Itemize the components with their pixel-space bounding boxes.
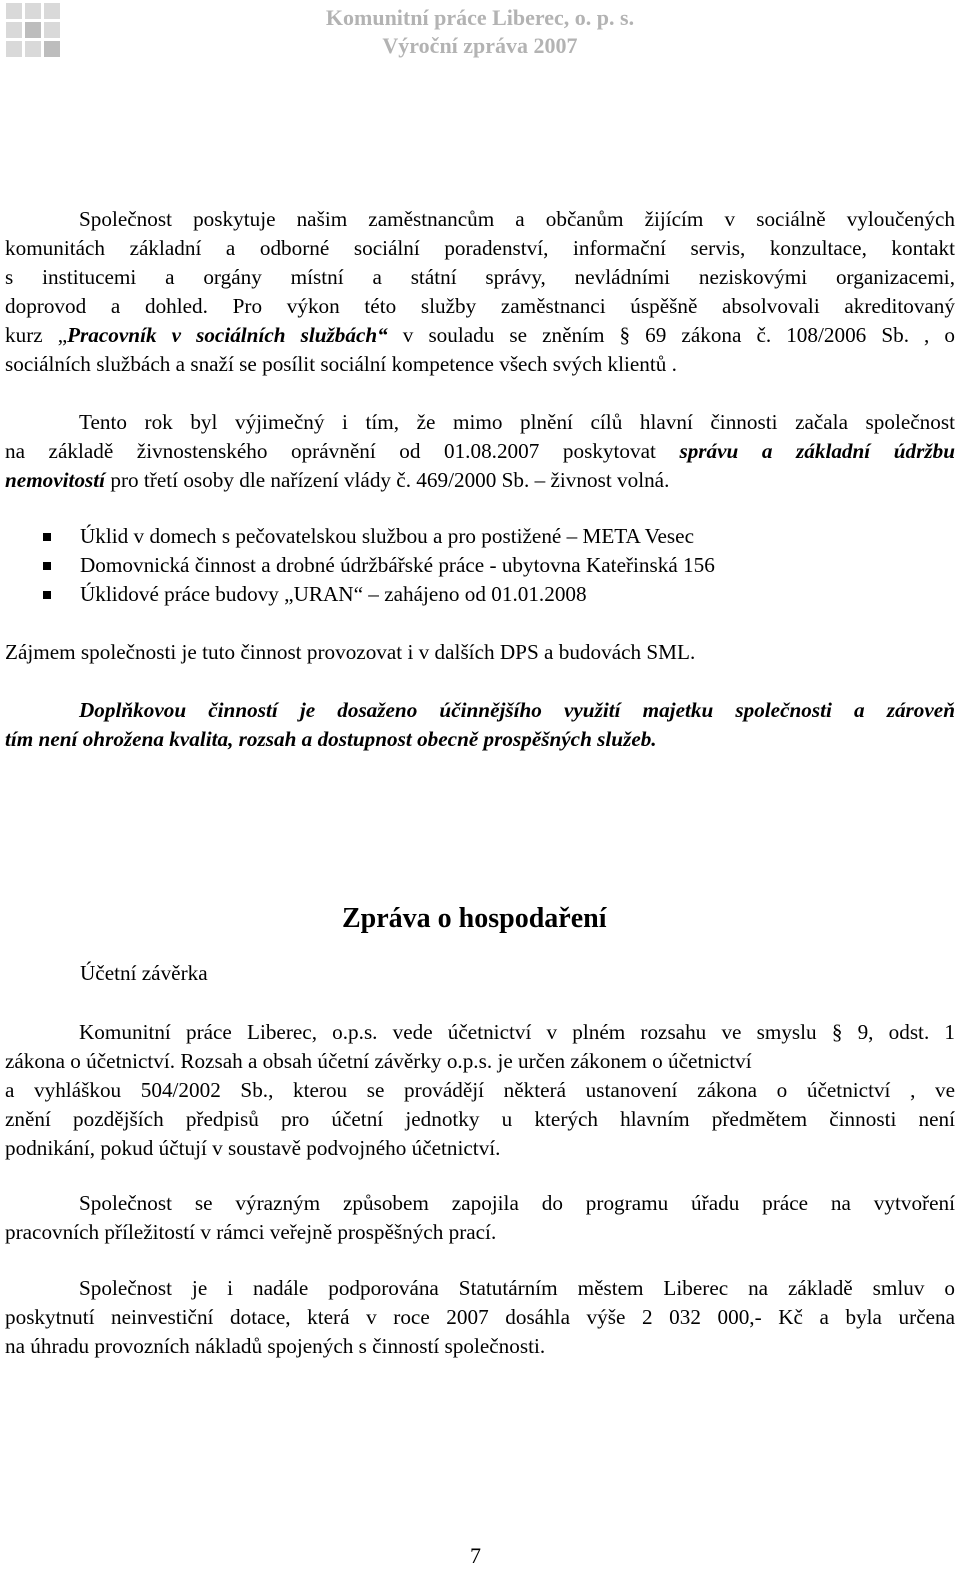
- text-line: tím není ohrožena kvalita, rozsah a dostupnost obecně prospěšných služeb.: [5, 727, 657, 751]
- text-line: sociálních službách a snaží se posílit sociální kompetence všech svých klientů .: [5, 352, 677, 376]
- text-line: [5, 437, 955, 466]
- text-line: Tento rok byl výjimečný i tím, že mimo plnění cílů hlavní činnosti začala společnost: [79, 410, 955, 434]
- text-line: [5, 466, 955, 495]
- text-span: pro třetí osoby dle nařízení vlády č. 469/2000 Sb. – živnost volná.: [105, 468, 670, 492]
- bullet-icon: [43, 591, 51, 599]
- text-line: zákona o účetnictví. Rozsah a obsah účetní závěrky o.p.s. je určen zákonem o účetnictví: [5, 1049, 752, 1073]
- text-line: doprovod a dohled. Pro výkon této služby zaměstnanci úspěšně absolvovali akreditovaný: [5, 294, 955, 318]
- emphasis-text: nemovitostí: [5, 468, 106, 492]
- text-line: s institucemi a orgány místní a státní správy, nevládními neziskovými organizacemi,: [5, 265, 955, 289]
- list-item-text: Úklid v domech s pečovatelskou službou a pro postižené – META Vesec: [80, 524, 694, 548]
- header-org: Komunitní práce Liberec, o. p. s.: [325, 5, 635, 30]
- text-line: poskytnutí neinvestiční dotace, která v roce 2007 dosáhla výše 2 032 000,- Kč a byla určena: [5, 1305, 955, 1329]
- paragraph-interest: [5, 638, 955, 667]
- text-span: kurz „: [5, 323, 68, 347]
- text-line: na úhradu provozních nákladů spojených s činností společnosti.: [5, 1334, 546, 1358]
- text-line: Doplňkovou činností je dosaženo účinnějšího využití majetku společnosti a zároveň: [79, 698, 955, 722]
- text-line: komunitách základní a odborné sociální poradenství, informační servis, konzultace, kontakt: [5, 236, 955, 260]
- header-report: Výroční zpráva 2007: [382, 33, 578, 58]
- text-line: Společnost se výrazným způsobem zapojila do programu úřadu práce na vytvoření: [79, 1191, 955, 1215]
- list-item-text: Domovnická činnost a drobné údržbářské práce - ubytovna Kateřinská 156: [80, 553, 715, 577]
- text-line: znění pozdějších předpisů pro účetní jednotky u kterých hlavním předmětem činnosti není: [5, 1107, 955, 1131]
- text-line: Zájmem společnosti je tuto činnost provozovat i v dalších DPS a budovách SML.: [5, 640, 696, 664]
- page-number: 7: [470, 1543, 481, 1568]
- text-line: [5, 321, 955, 350]
- paragraph-conclusion: [5, 696, 955, 754]
- logo-icon: [6, 3, 60, 57]
- text-line: Společnost je i nadále podporována Statutárním městem Liberec na základě smluv o: [79, 1276, 955, 1300]
- paragraph-services: [5, 205, 955, 379]
- text-span: v souladu se zněním § 69 zákona č. 108/2006 Sb. , o: [387, 323, 955, 347]
- course-name: Pracovník v sociálních službách“: [67, 323, 388, 347]
- paragraph-employment: [5, 1189, 955, 1247]
- text-line: pracovních příležitostí v rámci veřejně prospěšných prací.: [5, 1220, 497, 1244]
- bullet-icon: [43, 562, 51, 570]
- paragraph-accounting: [5, 1018, 955, 1163]
- list-item-text: Úklidové práce budovy „URAN“ – zahájeno od 01.01.2008: [80, 582, 587, 606]
- section-title: Zpráva o hospodaření: [342, 903, 607, 934]
- text-span: na základě živnostenského oprávnění od 01.08.2007 poskytovat: [5, 439, 656, 463]
- text-line: Komunitní práce Liberec, o.p.s. vede účetnictví v plném rozsahu ve smyslu § 9, odst. 1: [79, 1020, 955, 1044]
- emphasis-text: správu a základní údržbu: [679, 439, 955, 463]
- paragraph-funding: [5, 1274, 955, 1361]
- paragraph-trade: [5, 408, 955, 495]
- text-line: podnikání, pokud účtují v soustavě podvojného účetnictví.: [5, 1136, 501, 1160]
- text-line: a vyhláškou 504/2002 Sb., kterou se provádějí některá ustanovení zákona o účetnictví , ve: [5, 1078, 955, 1102]
- subsection-title: Účetní závěrka: [80, 961, 208, 985]
- bullet-icon: [43, 533, 51, 541]
- text-line: Společnost poskytuje našim zaměstnancům a občanům žijícím v sociálně vyloučených: [79, 207, 955, 231]
